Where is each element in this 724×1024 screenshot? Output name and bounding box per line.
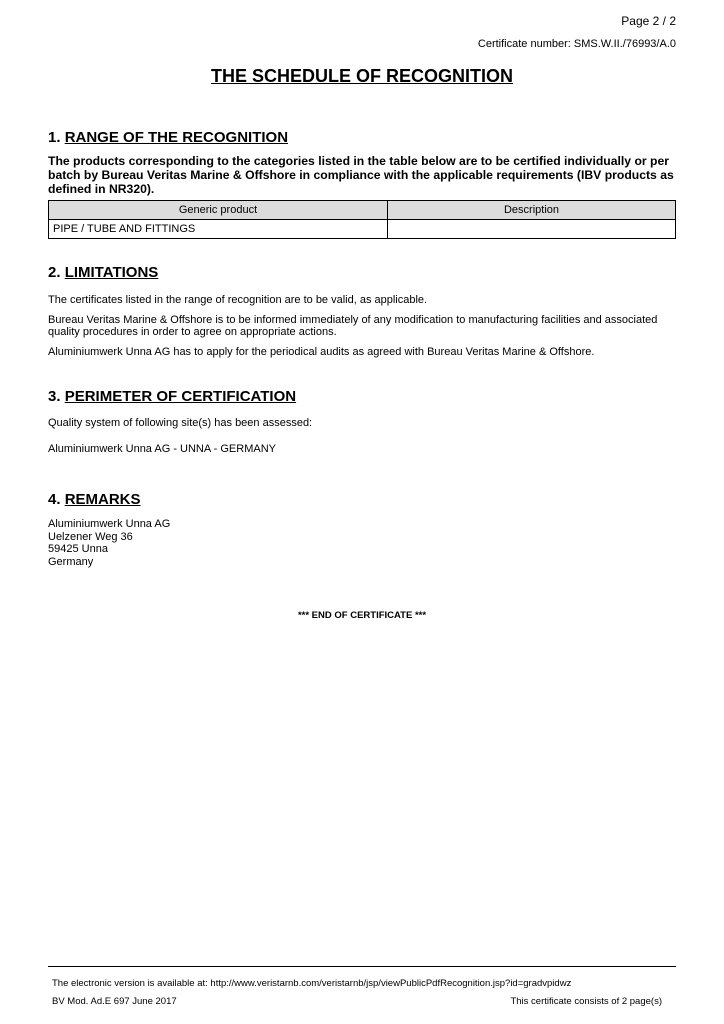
column-header-generic-product: Generic product — [49, 201, 388, 220]
table-header-row — [49, 201, 676, 220]
address-line: Uelzener Weg 36 — [48, 530, 133, 543]
table-cell-description — [388, 220, 676, 239]
section-perimeter-heading — [48, 388, 676, 405]
address-line: 59425 Unna — [48, 543, 108, 555]
limitations-paragraph: Aluminiumwerk Unna AG has to apply for the periodical audits as agreed with Bureau Veritas Marine & Offshore. — [48, 345, 595, 358]
footer-electronic-version: The electronic version is available at: http://www.veristarnb.com/veristarnb/jsp/viewPublicPdfRecognition.jsp?id=gradvpidwz — [52, 978, 572, 989]
section-title: LIMITATIONS — [64, 264, 159, 281]
remarks-address — [48, 518, 676, 568]
section-title: REMARKS — [64, 491, 141, 508]
table-cell-generic-product: PIPE / TUBE AND FITTINGS — [49, 220, 388, 239]
limitations-paragraph: The certificates listed in the range of recognition are to be valid, as applicable. — [48, 294, 428, 306]
range-intro: The products corresponding to the categories listed in the table below are to be certified individually or per batch by Bureau Veritas Marine & Offshore in compliance with the applicable requirements (IBV products as defined in NR320). — [48, 154, 674, 196]
certificate-number: Certificate number: SMS.W.II./76993/A.0 — [477, 38, 676, 50]
column-header-description: Description — [388, 201, 676, 220]
section-perimeter — [48, 388, 676, 455]
table-row — [49, 220, 676, 239]
footer-page-count: This certificate consists of 2 page(s) — [510, 996, 662, 1007]
section-title: PERIMETER OF CERTIFICATION — [64, 388, 297, 405]
section-remarks — [48, 491, 676, 568]
section-remarks-heading — [48, 491, 676, 508]
address-line: Germany — [48, 555, 94, 568]
section-number: 1. — [48, 129, 61, 146]
footer-divider — [48, 966, 676, 967]
perimeter-intro: Quality system of following site(s) has been assessed: — [48, 417, 313, 429]
section-number: 3. — [48, 388, 61, 405]
footer-form-reference: BV Mod. Ad.E 697 June 2017 — [52, 996, 177, 1007]
range-table — [48, 200, 676, 239]
page-number: Page 2 / 2 — [621, 14, 676, 28]
section-range — [48, 129, 676, 239]
section-range-heading — [48, 129, 676, 146]
address-line: Aluminiumwerk Unna AG — [48, 518, 171, 530]
section-number: 2. — [48, 264, 61, 281]
limitations-paragraph: Bureau Veritas Marine & Offshore is to be informed immediately of any modification to manufacturing facilities and associated quality procedures in order to agree on appropriate actions. — [48, 313, 658, 338]
end-of-certificate: *** END OF CERTIFICATE *** — [297, 610, 427, 621]
section-number: 4. — [48, 491, 61, 508]
document-title: THE SCHEDULE OF RECOGNITION — [210, 66, 513, 86]
section-title: RANGE OF THE RECOGNITION — [64, 129, 289, 146]
perimeter-site: Aluminiumwerk Unna AG - UNNA - GERMANY — [48, 442, 276, 455]
section-limitations — [48, 264, 676, 358]
section-limitations-heading — [48, 264, 676, 281]
